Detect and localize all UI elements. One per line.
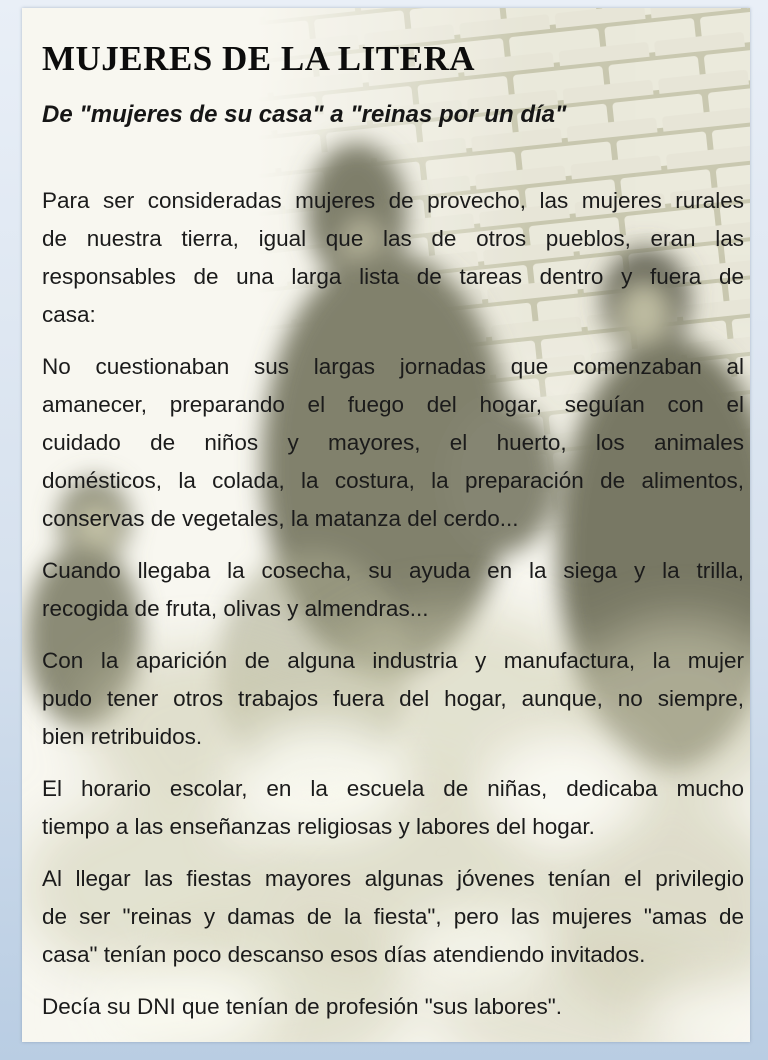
paragraph-line: de ser "reinas y damas de la fiesta", pero las mujeres "amas de xyxy=(42,904,744,929)
paragraph-line: pudo tener otros trabajos fuera del hogar, aunque, no siempre, xyxy=(42,686,744,711)
paragraph-line: Decía su DNI que tenían de profesión "sus labores". xyxy=(42,994,563,1019)
paragraph xyxy=(42,348,744,538)
paragraph-line: amanecer, preparando el fuego del hogar, seguían con el xyxy=(42,392,744,417)
paragraph-line: bien retribuidos. xyxy=(42,724,203,749)
paragraph-line: casa" tenían poco descanso esos días atendiendo invitados. xyxy=(42,942,646,967)
paragraph-line: El horario escolar, en la escuela de niñas, dedicaba mucho xyxy=(42,776,744,801)
paragraph-line: Al llegar las fiestas mayores algunas jóvenes tenían el privilegio xyxy=(42,866,744,891)
paragraph-line: Con la aparición de alguna industria y manufactura, la mujer xyxy=(42,648,744,673)
paragraph xyxy=(42,988,744,1026)
paragraph-line: de nuestra tierra, igual que las de otros pueblos, eran las xyxy=(42,226,744,251)
paragraph-line: Cuando llegaba la cosecha, su ayuda en la siega y la trilla, xyxy=(42,558,744,583)
paragraph xyxy=(42,552,744,628)
page-title: MUJERES DE LA LITERA xyxy=(42,39,476,78)
paragraph-line: conservas de vegetales, la matanza del cerdo... xyxy=(42,506,519,531)
paragraph-line: recogida de fruta, olivas y almendras... xyxy=(42,596,429,621)
paragraph xyxy=(42,182,744,334)
document-page xyxy=(22,8,750,1042)
paragraph xyxy=(42,770,744,846)
paragraph-line: domésticos, la colada, la costura, la preparación de alimentos, xyxy=(42,468,744,493)
paragraph-list xyxy=(42,182,744,1026)
paragraph-line: Para ser consideradas mujeres de provecho, las mujeres rurales xyxy=(42,188,744,213)
paragraph xyxy=(42,642,744,756)
paragraph xyxy=(42,860,744,974)
paragraph-line: cuidado de niños y mayores, el huerto, los animales xyxy=(42,430,744,455)
page-subtitle: De "mujeres de su casa" a "reinas por un día" xyxy=(42,101,567,128)
paragraph-line: No cuestionaban sus largas jornadas que comenzaban al xyxy=(42,354,744,379)
paragraph-line: casa: xyxy=(42,302,96,327)
article xyxy=(22,8,750,1042)
paragraph-line: responsables de una larga lista de tareas dentro y fuera de xyxy=(42,264,744,289)
paragraph-line: tiempo a las enseñanzas religiosas y labores del hogar. xyxy=(42,814,595,839)
